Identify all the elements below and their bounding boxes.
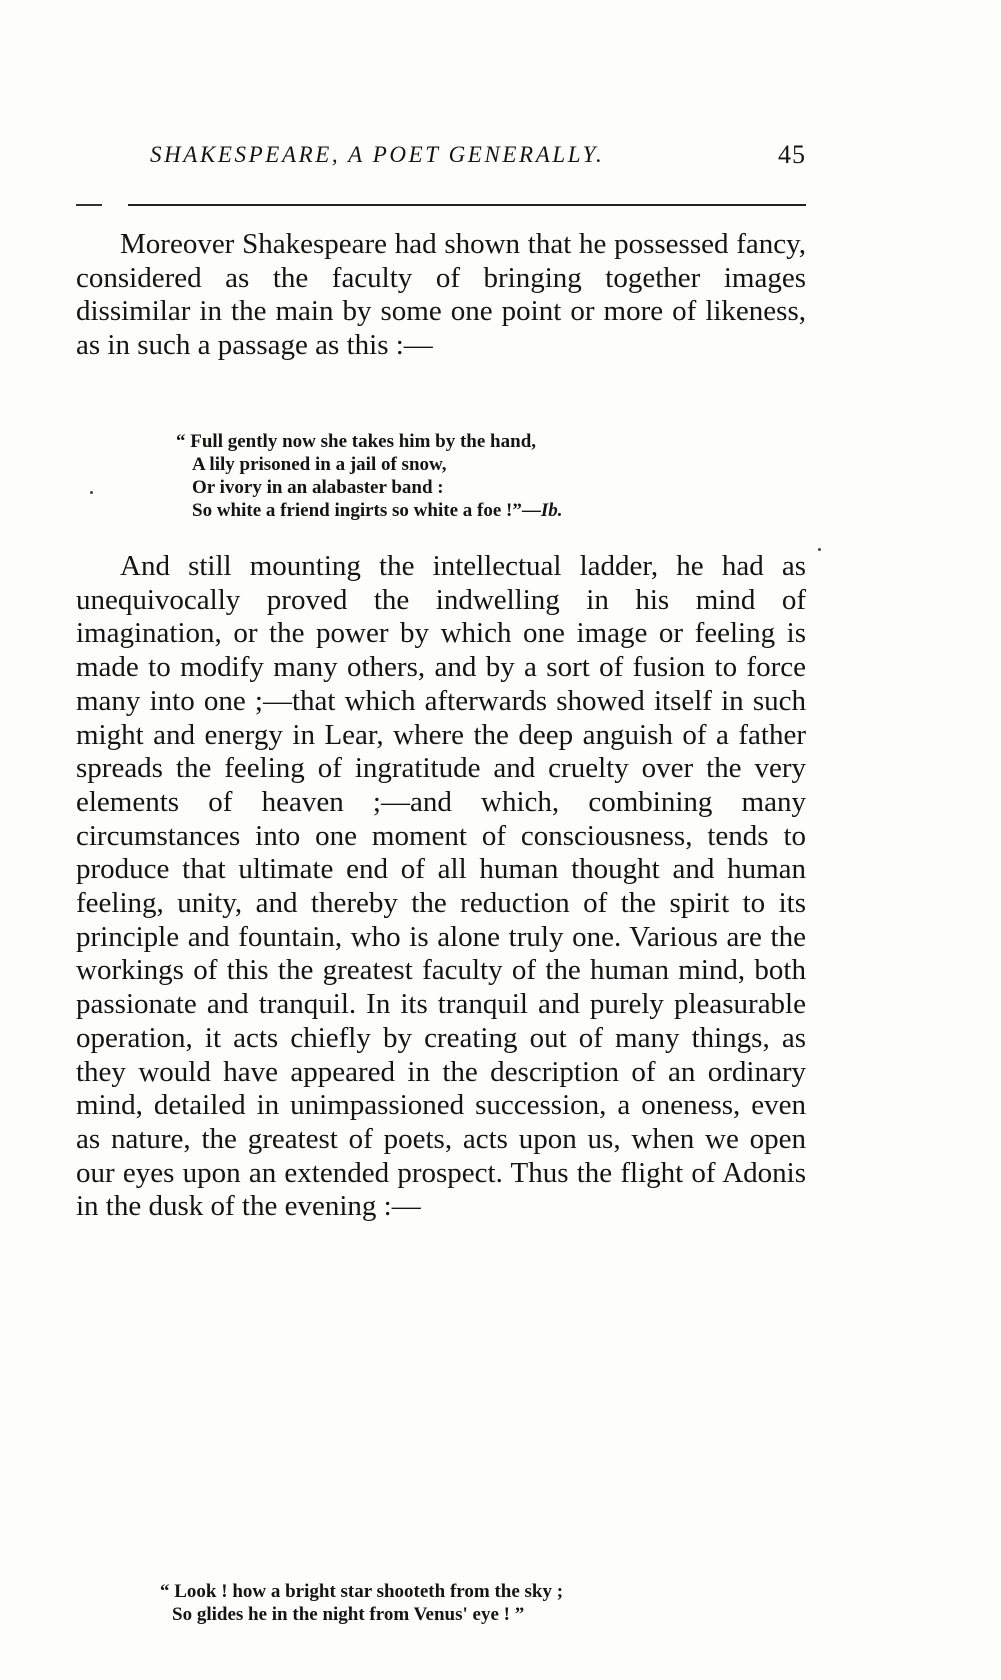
running-title: SHAKESPEARE, A POET GENERALLY.: [150, 142, 605, 167]
quote-citation: Ib.: [540, 500, 563, 521]
running-head: [150, 142, 810, 182]
quote-line: Or ivory in an alabaster band :: [192, 477, 444, 498]
quote-line-text: So white a friend ingirts so white a foe !”—: [192, 500, 541, 521]
quote-line: So glides he in the night from Venus' eye ! ”: [172, 1604, 525, 1625]
quote-line: “ Look ! how a bright star shooteth from the sky ;: [160, 1581, 564, 1602]
header-rule-line: [128, 204, 806, 206]
quote-line: A lily prisoned in a jail of snow,: [192, 454, 447, 475]
header-rule-dash: [76, 204, 102, 206]
paragraph-fancy: Moreover Shakespeare had shown that he possessed fancy, considered as the faculty of bringing together images dissimilar in the main by some one point or more of likeness, as in such a passage as this :—: [76, 228, 806, 362]
page-number: 45: [778, 140, 806, 169]
print-speck: [90, 491, 93, 494]
paragraph-imagination: And still mounting the intellectual ladder, he had as unequivocally proved the indwelling in his mind of imagination, or the power by which one image or feeling is made to modify many others, and by a sort of fusion to force many into one ;—that which afterwards showed itself in such might and energy in Lear, where the deep anguish of a father spreads the feeling of ingratitude and cruelty over the very elements of heaven ;—and which, combining many circumstances into one moment of consciousness, tends to produce that ultimate end of all human thought and human feeling, unity, and thereby the reduction of the spirit to its principle and fountain, who is alone truly one. Various are the workings of this the greatest faculty of the human mind, both passionate and tranquil. In its tranquil and purely pleasurable operation, it acts chiefly by creating out of many things, as they would have appeared in the description of an ordinary mind, detailed in unimpassioned succession, a oneness, even as nature, the greatest of poets, acts upon us, when we open our eyes upon an extended prospect. Thus the flight of Adonis in the dusk of the evening :—: [76, 550, 806, 1223]
print-speck: [818, 548, 821, 551]
quote-line-with-citation: [176, 499, 563, 522]
quote-line: “ Full gently now she takes him by the hand,: [176, 431, 537, 452]
quote-venus-adonis-hand: [176, 430, 563, 522]
quote-venus-adonis-star: [160, 1580, 563, 1626]
